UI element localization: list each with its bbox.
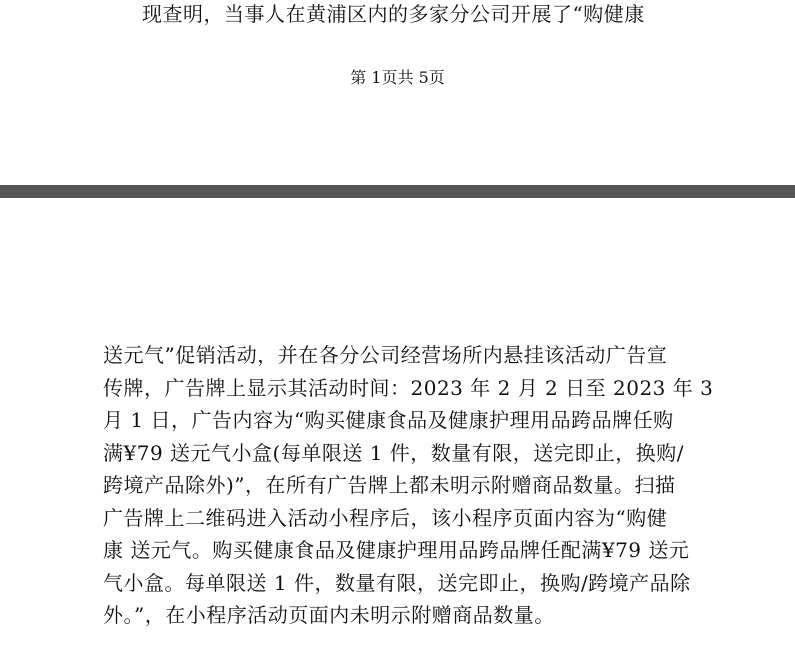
paragraph-line: 送元气”促销活动，并在各分公司经营场所内悬挂该活动广告宣 xyxy=(103,343,668,367)
paragraph-line: 满¥79 送元气小盒(每单限送 1 件，数量有限，送完即止，换购/ xyxy=(103,440,685,465)
page-separator xyxy=(0,185,795,198)
page-number: 第 1页共 5页 xyxy=(350,68,445,87)
paragraph-line: 跨境产品除外)”，在所有广告牌上都未明示附赠商品数量。扫描 xyxy=(103,473,676,497)
paragraph xyxy=(103,343,713,636)
paragraph-line: 气小盒。每单限送 1 件，数量有限，送完即止，换购/跨境产品除 xyxy=(103,570,691,595)
paragraph-line: 现查明，当事人在黄浦区内的多家分公司开展了“购健康 xyxy=(142,2,645,26)
paragraph-line: 广告牌上二维码进入活动小程序后，该小程序页面内容为“购健 xyxy=(103,505,668,530)
paragraph-line: 外。”，在小程序活动页面内未明示附赠商品数量。 xyxy=(103,603,555,627)
paragraph-line: 传牌，广告牌上显示其活动时间：2023 年 2 月 2 日至 2023 年 3 xyxy=(103,375,714,400)
paragraph-line: 康 送元气。购买健康食品及健康护理用品跨品牌任配满¥79 送元 xyxy=(103,538,690,562)
paragraph-line: 月 1 日，广告内容为“购买健康食品及健康护理用品跨品牌任购 xyxy=(103,408,674,432)
document-page-2 xyxy=(0,198,795,646)
document-page-1 xyxy=(0,0,795,185)
